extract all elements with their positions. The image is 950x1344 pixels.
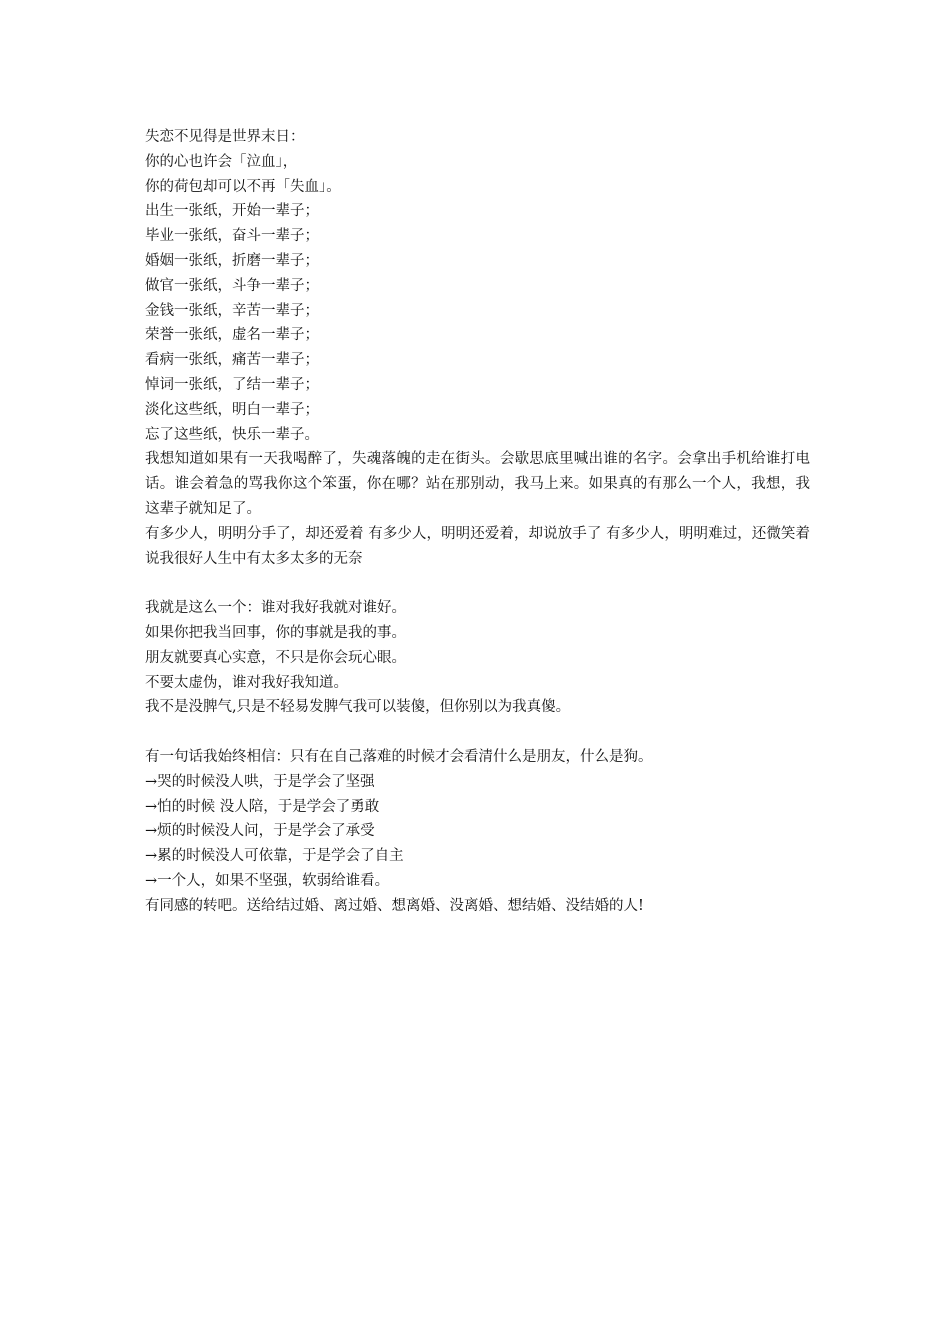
text-line: 你的心也许会「泣血」，: [145, 153, 298, 170]
text-line: 荣誉一张纸，虚名一辈子；: [145, 327, 319, 344]
text-line: 悼词一张纸，了结一辈子；: [145, 376, 319, 393]
text-line: 金钱一张纸，辛苦一辈子；: [145, 302, 319, 319]
text-line: 如果你把我当回事，你的事就是我的事。: [145, 624, 406, 641]
text-line: 你的荷包却可以不再「失血」。: [145, 178, 341, 195]
text-line: 看病一张纸，痛苦一辈子；: [145, 352, 319, 369]
text-line: →一个人，如果不坚强，软弱给谁看。: [145, 872, 390, 889]
document-body: [145, 125, 810, 919]
text-line: 我就是这么一个：谁对我好我就对谁好。: [145, 600, 406, 617]
text-line: →哭的时候没人哄，于是学会了坚强: [145, 773, 375, 790]
text-line: 做官一张纸，斗争一辈子；: [145, 277, 319, 294]
text-line: 失恋不见得是世界末日：: [145, 129, 305, 145]
closing-block: [145, 745, 810, 919]
paragraph-how-many: 有多少人，明明分手了，却还爱着 有多少人，明明还爱着，却说放手了 有多少人，明明难过，还微笑着说我很好人生中有太多太多的无奈: [145, 525, 810, 567]
text-line: 朋友就要真心实意，不只是你会玩心眼。: [145, 649, 406, 666]
text-line: 出生一张纸，开始一辈子；: [145, 203, 319, 220]
text-line: 不要太虚伪，谁对我好我知道。: [145, 674, 348, 691]
blank-line: [145, 720, 810, 745]
paragraph-drunk: 我想知道如果有一天我喝醉了，失魂落魄的走在街头。会歇思底里喊出谁的名字。会拿出手机给谁打电话。谁会着急的骂我你这个笨蛋，你在哪？站在那别动，我马上来。如果真的有那么一个人，我想，我这辈子就知足了。: [145, 451, 810, 517]
friendship-block: [145, 596, 810, 720]
text-line: 有一句话我始终相信：只有在自己落难的时候才会看清什么是朋友，什么是狗。: [145, 748, 653, 765]
text-line: 我不是没脾气,只是不轻易发脾气我可以装傻，但你别以为我真傻。: [145, 699, 571, 716]
text-line: 忘了这些纸，快乐一辈子。: [145, 426, 319, 443]
text-line: 有同感的转吧。送给结过婚、离过婚、想离婚、没离婚、想结婚、没结婚的人!: [145, 897, 644, 914]
text-line: →怕的时候 没人陪，于是学会了勇敢: [145, 798, 380, 815]
text-line: →烦的时候没人问，于是学会了承受: [145, 823, 375, 840]
blank-line: [145, 571, 810, 596]
text-line: 淡化这些纸，明白一辈子；: [145, 401, 319, 418]
text-line: 毕业一张纸，奋斗一辈子；: [145, 228, 319, 245]
text-line: 婚姻一张纸，折磨一辈子；: [145, 252, 319, 269]
poem-block: [145, 125, 810, 571]
text-line: →累的时候没人可依靠，于是学会了自主: [145, 848, 404, 865]
